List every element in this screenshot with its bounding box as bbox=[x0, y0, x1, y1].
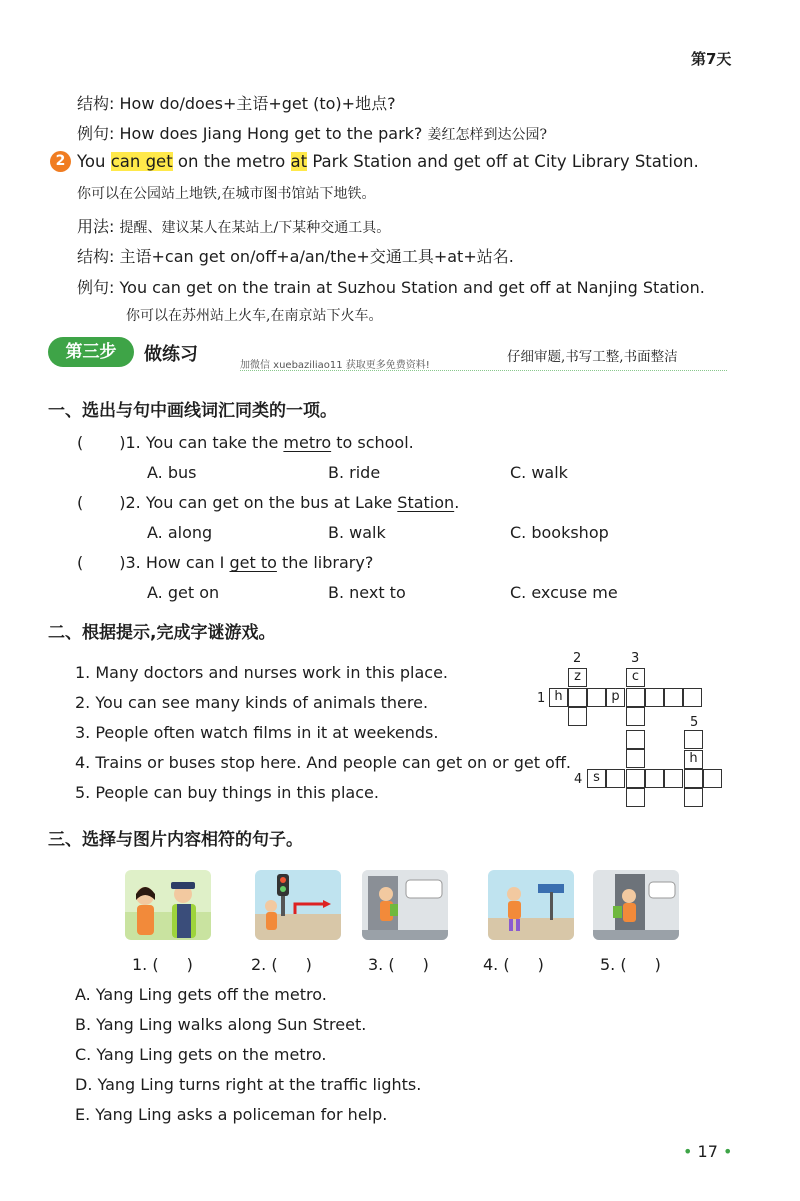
crossword-cell[interactable] bbox=[684, 788, 703, 807]
example-en: How does Jiang Hong get to the park? bbox=[119, 124, 423, 143]
crossword-cell[interactable] bbox=[703, 769, 722, 788]
picture-policeman bbox=[125, 870, 211, 940]
crossword-cell[interactable]: z bbox=[568, 668, 587, 687]
crossword-cell[interactable]: p bbox=[606, 688, 625, 707]
example-label: 例句: bbox=[77, 278, 115, 297]
crossword-cell[interactable] bbox=[606, 769, 625, 788]
crossword-cell[interactable]: s bbox=[587, 769, 606, 788]
picture-label-close: ) bbox=[422, 955, 429, 974]
question-text: How can I bbox=[145, 553, 230, 572]
crossword-cell[interactable] bbox=[645, 688, 664, 707]
crossword-cell[interactable] bbox=[626, 788, 645, 807]
answer-paren-open: ( bbox=[77, 433, 84, 452]
point2-sentence bbox=[77, 152, 699, 171]
q1-row bbox=[77, 433, 414, 452]
crossword-cell[interactable]: c bbox=[626, 668, 645, 687]
q2-row bbox=[77, 493, 459, 512]
example-en: You can get on the train at Suzhou Station and get off at Nanjing Station. bbox=[119, 278, 705, 297]
question-text: . bbox=[454, 493, 460, 512]
section-watermark: 加微信 xuebaziliao11 获取更多免费资料! bbox=[240, 360, 430, 371]
option-b: B. Yang Ling walks along Sun Street. bbox=[75, 1015, 367, 1034]
clue-1: 1. Many doctors and nurses work in this place. bbox=[75, 663, 448, 682]
metro-exit-illustration bbox=[362, 870, 448, 940]
answer-paren-open: ( bbox=[77, 553, 84, 572]
crossword-cell[interactable] bbox=[626, 769, 645, 788]
usage-text: 提醒、建议某人在某站上/下某种交通工具。 bbox=[119, 220, 391, 236]
clue-4: 4. Trains or buses stop here. And people can get on or get off. bbox=[75, 753, 571, 772]
clue-3: 3. People often watch films in it at weekends. bbox=[75, 723, 439, 742]
q2-option-c: C. bookshop bbox=[510, 523, 609, 542]
q3-option-b: B. next to bbox=[328, 583, 406, 602]
crossword-cell[interactable] bbox=[664, 769, 683, 788]
crossword-number-1: 1 bbox=[537, 691, 546, 706]
question-number: )3. bbox=[119, 553, 141, 572]
picture-answer-4 bbox=[483, 955, 544, 974]
clue-2: 2. You can see many kinds of animals there. bbox=[75, 693, 429, 712]
picture-label-close: ) bbox=[654, 955, 661, 974]
crossword-number-2: 2 bbox=[573, 651, 582, 666]
grammar1-structure bbox=[77, 91, 396, 114]
picture-answer-2 bbox=[251, 955, 312, 974]
q2-option-a: A. along bbox=[147, 523, 213, 542]
point2-translation: 你可以在公园站上地铁,在城市图书馆站下地铁。 bbox=[77, 186, 376, 202]
highlight-at: at bbox=[290, 152, 308, 171]
option-a: A. Yang Ling gets off the metro. bbox=[75, 985, 327, 1004]
q3-option-c: C. excuse me bbox=[510, 583, 618, 602]
q1-option-a: A. bus bbox=[147, 463, 197, 482]
crossword-cell[interactable] bbox=[683, 688, 702, 707]
crossword-cell[interactable] bbox=[684, 769, 703, 788]
crossword-cell[interactable] bbox=[684, 730, 703, 749]
part1-heading: 一、选出与句中画线词汇同类的一项。 bbox=[48, 401, 337, 421]
structure-label: 结构: bbox=[77, 247, 115, 266]
page-dot-right: • bbox=[722, 1142, 733, 1161]
page-dot-left: • bbox=[683, 1142, 693, 1161]
crossword-cell[interactable] bbox=[626, 749, 645, 768]
page-number bbox=[683, 1142, 732, 1161]
picture-label: 5. ( bbox=[600, 955, 627, 974]
sentence-part: Park Station and get off at City Library Station. bbox=[307, 152, 699, 171]
section-divider bbox=[240, 370, 727, 371]
picture-label: 2. ( bbox=[251, 955, 278, 974]
highlight-can-get: can get bbox=[110, 152, 173, 171]
picture-answer-1 bbox=[132, 955, 193, 974]
question-text: to school. bbox=[331, 433, 414, 452]
sentence-part: You bbox=[77, 152, 111, 171]
picture-answer-5 bbox=[600, 955, 661, 974]
traffic-lights-illustration bbox=[255, 870, 341, 940]
section-motto: 仔细审题,书写工整,书面整洁 bbox=[507, 349, 678, 365]
q3-option-a: A. get on bbox=[147, 583, 220, 602]
picture-label-close: ) bbox=[537, 955, 544, 974]
point2-number-badge: 2 bbox=[50, 151, 71, 172]
street-walk-illustration bbox=[488, 870, 574, 940]
picture-label-close: ) bbox=[186, 955, 193, 974]
q1-option-b: B. ride bbox=[328, 463, 381, 482]
underlined-word: metro bbox=[283, 433, 332, 452]
option-d: D. Yang Ling turns right at the traffic lights. bbox=[75, 1075, 422, 1094]
grammar1-example bbox=[77, 121, 547, 144]
structure-text: 主语+can get on/off+a/an/the+交通工具+at+站名. bbox=[119, 247, 514, 266]
section-title: 做练习 bbox=[144, 344, 198, 365]
underlined-word: Station bbox=[397, 493, 455, 512]
crossword-cell[interactable]: h bbox=[684, 750, 703, 769]
underlined-word: get to bbox=[229, 553, 277, 572]
policeman-illustration bbox=[125, 870, 211, 940]
crossword-cell[interactable] bbox=[587, 688, 606, 707]
answer-paren-open: ( bbox=[77, 493, 84, 512]
question-text: You can get on the bus at Lake bbox=[145, 493, 398, 512]
crossword-cell[interactable] bbox=[568, 707, 587, 726]
crossword-cell[interactable] bbox=[568, 688, 587, 707]
picture-label: 1. ( bbox=[132, 955, 159, 974]
picture-label: 4. ( bbox=[483, 955, 510, 974]
point2-example bbox=[77, 275, 705, 298]
q3-row bbox=[77, 553, 373, 572]
question-text: the library? bbox=[276, 553, 374, 572]
crossword-cell[interactable] bbox=[626, 688, 645, 707]
option-c: C. Yang Ling gets on the metro. bbox=[75, 1045, 327, 1064]
metro-enter-illustration bbox=[593, 870, 679, 940]
page-number-value: 17 bbox=[697, 1142, 718, 1161]
example-label: 例句: bbox=[77, 124, 115, 143]
picture-off-metro bbox=[362, 870, 448, 940]
crossword-number-5: 5 bbox=[690, 715, 699, 730]
point2-structure bbox=[77, 244, 514, 267]
crossword-cell[interactable]: h bbox=[549, 688, 568, 707]
crossword-number-3: 3 bbox=[631, 651, 640, 666]
option-e: E. Yang Ling asks a policeman for help. bbox=[75, 1105, 388, 1124]
crossword-cell[interactable] bbox=[664, 688, 683, 707]
crossword-cell[interactable] bbox=[626, 730, 645, 749]
point2-usage bbox=[77, 214, 390, 237]
crossword-cell[interactable] bbox=[626, 707, 645, 726]
question-text: You can take the bbox=[145, 433, 284, 452]
q1-option-c: C. walk bbox=[510, 463, 568, 482]
structure-text: How do/does+主语+get (to)+地点? bbox=[119, 94, 396, 113]
question-number: )2. bbox=[119, 493, 141, 512]
picture-label-close: ) bbox=[305, 955, 312, 974]
structure-label: 结构: bbox=[77, 94, 115, 113]
picture-answer-3 bbox=[368, 955, 429, 974]
question-number: )1. bbox=[119, 433, 141, 452]
usage-label: 用法: bbox=[77, 217, 115, 236]
clue-5: 5. People can buy things in this place. bbox=[75, 783, 379, 802]
step-badge: 第三步 bbox=[48, 337, 134, 367]
picture-sun-street bbox=[488, 870, 574, 940]
day-label: 第7天 bbox=[691, 50, 732, 68]
picture-traffic-lights bbox=[255, 870, 341, 940]
part3-heading: 三、选择与图片内容相符的句子。 bbox=[48, 830, 303, 850]
example-cn: 姜红怎样到达公园? bbox=[427, 127, 548, 143]
sentence-part: on the metro bbox=[172, 152, 291, 171]
picture-label: 3. ( bbox=[368, 955, 395, 974]
crossword-number-4: 4 bbox=[574, 772, 583, 787]
point2-example-cn: 你可以在苏州站上火车,在南京站下火车。 bbox=[126, 308, 383, 324]
crossword-cell[interactable] bbox=[645, 769, 664, 788]
part2-heading: 二、根据提示,完成字谜游戏。 bbox=[48, 623, 276, 643]
picture-on-metro bbox=[593, 870, 679, 940]
q2-option-b: B. walk bbox=[328, 523, 386, 542]
